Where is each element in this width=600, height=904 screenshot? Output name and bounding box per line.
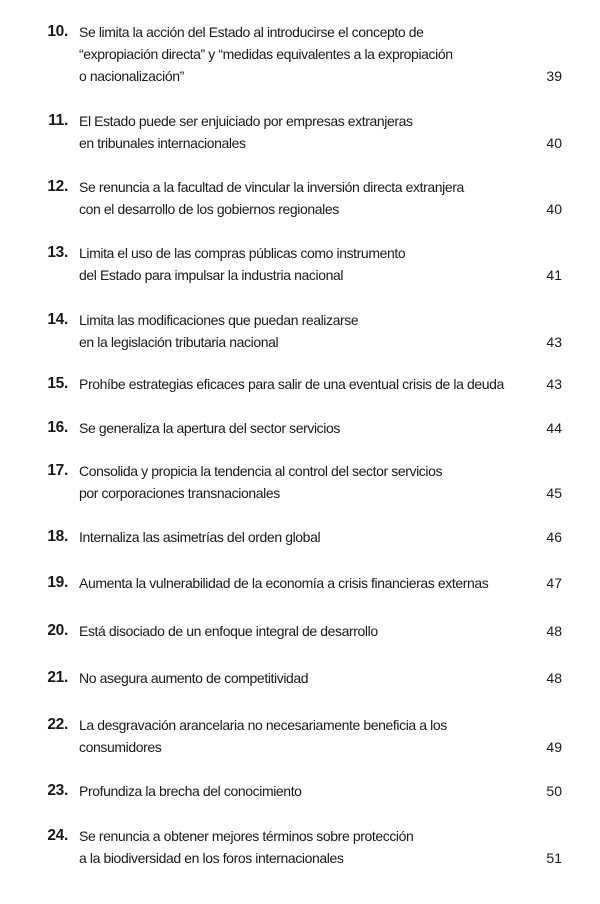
entry-number: 19. — [47, 574, 68, 591]
entry-title: Se limita la acción del Estado al introducirse el concepto de “expropiación directa” y “medidas equivalentes a la expropiación o nacionalización” — [79, 24, 453, 84]
entry-page-number: 46 — [546, 529, 562, 545]
entry-number: 21. — [47, 669, 68, 686]
entry-page-number: 49 — [546, 739, 562, 755]
entry-page-number: 48 — [546, 670, 562, 686]
entry-page-number: 39 — [546, 68, 562, 84]
entry-title: Internaliza las asimetrías del orden global — [79, 529, 321, 545]
entry-page-number: 41 — [546, 267, 562, 283]
entry-number: 22. — [47, 716, 68, 733]
entry-title: Limita las modificaciones que puedan realizarse en la legislación tributaria nacional — [79, 312, 359, 350]
entry-page-number: 50 — [546, 783, 562, 799]
entry-number: 16. — [47, 419, 68, 436]
entry-page-number: 47 — [546, 575, 562, 591]
entry-page-number: 43 — [546, 376, 562, 392]
entry-page-number: 45 — [546, 485, 562, 501]
entry-title: Se renuncia a la facultad de vincular la inversión directa extranjera con el desarrollo de los gobiernos regionales — [79, 179, 464, 217]
entry-title: Se generaliza la apertura del sector servicios — [79, 420, 340, 436]
entry-title: Prohíbe estrategias eficaces para salir de una eventual crisis de la deuda — [79, 376, 504, 392]
entry-title: La desgravación arancelaria no necesariamente beneficia a los consumidores — [79, 717, 447, 755]
entry-number: 10. — [47, 23, 68, 40]
entry-number: 11. — [48, 112, 68, 129]
entry-title: Aumenta la vulnerabilidad de la economía a crisis financieras externas — [79, 575, 489, 591]
entry-number: 18. — [47, 528, 68, 545]
entry-title: No asegura aumento de competitividad — [79, 670, 309, 686]
entry-page-number: 43 — [546, 334, 562, 350]
entry-number: 23. — [47, 782, 68, 799]
entry-number: 14. — [47, 311, 68, 328]
entry-number: 15. — [47, 375, 68, 392]
entry-page-number: 51 — [546, 850, 562, 866]
entry-number: 13. — [47, 244, 68, 261]
entry-page-number: 44 — [546, 420, 562, 436]
entry-page-number: 40 — [546, 135, 562, 151]
entry-number: 24. — [47, 827, 68, 844]
entry-title: Limita el uso de las compras públicas como instrumento del Estado para impulsar la industria nacional — [79, 245, 406, 283]
entry-page-number: 48 — [546, 623, 562, 639]
entry-page-number: 40 — [546, 201, 562, 217]
entry-title: El Estado puede ser enjuiciado por empresas extranjeras en tribunales internacionales — [79, 113, 413, 151]
entry-title: Consolida y propicia la tendencia al control del sector servicios por corporaciones transnacionales — [79, 463, 443, 501]
entry-title: Profundiza la brecha del conocimiento — [79, 783, 302, 799]
entry-title: Se renuncia a obtener mejores términos sobre protección a la biodiversidad en los foros internacionales — [79, 828, 414, 866]
entry-number: 20. — [47, 622, 68, 639]
entry-number: 17. — [47, 462, 68, 479]
entry-number: 12. — [47, 178, 68, 195]
entry-title: Está disociado de un enfoque integral de desarrollo — [79, 623, 378, 639]
